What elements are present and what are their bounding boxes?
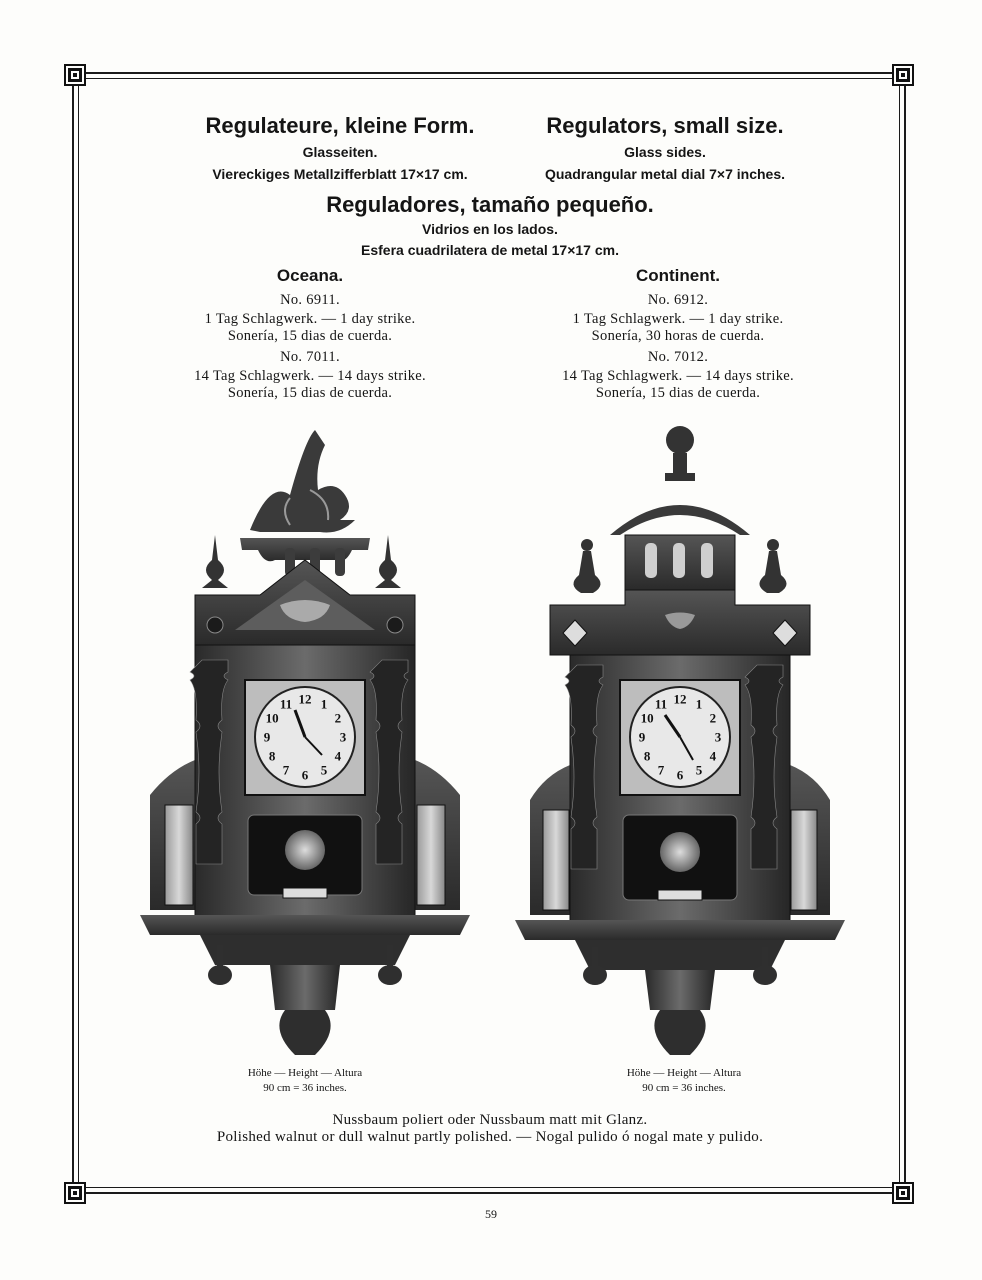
continent-height-value: 90 cm = 36 inches. [642, 1082, 726, 1094]
frame-top-line-inner [68, 78, 908, 79]
frame-corner-ornament [894, 66, 912, 84]
frame-right-line [904, 68, 906, 1198]
dial-numeral: 4 [709, 748, 717, 764]
frame-corner-ornament [66, 66, 84, 84]
english-subtitle-dial: Quadrangular metal dial 7×7 inches. [544, 166, 786, 182]
spanish-subtitle-glass: Vidrios en los lados. [422, 221, 558, 237]
pendulum-bob [660, 832, 700, 872]
material-note-german: Nussbaum poliert oder Nussbaum matt mit Glanz. [332, 1112, 648, 1128]
german-subtitle-dial: Viereckiges Metallzifferblatt 17×17 cm. [212, 166, 468, 182]
material-note-english-spanish: Polished walnut or dull walnut partly polished. — Nogal pulido ó nogal mate y pulido. [216, 1129, 764, 1145]
dial-numeral: 3 [714, 729, 722, 745]
dial-numeral: 9 [638, 729, 646, 745]
frame-corner-ornament [894, 1184, 912, 1202]
oceana-clock-illustration [140, 420, 470, 1070]
model-description: 14 Tag Schlagwerk. — 14 days strike. [194, 368, 426, 384]
dial-numeral: 2 [709, 710, 717, 726]
german-subtitle-glass: Glasseiten. [302, 144, 378, 160]
pendulum-bob [285, 830, 325, 870]
model-description: Sonería, 15 dias de cuerda. [227, 385, 393, 401]
dial-numeral: 8 [643, 748, 651, 764]
urn-finial [665, 426, 695, 481]
model-description: 14 Tag Schlagwerk. — 14 days strike. [562, 368, 794, 384]
dial-numeral: 4 [334, 748, 342, 764]
model-description: 1 Tag Schlagwerk. — 1 day strike. [572, 311, 784, 327]
dial-numeral: 5 [320, 762, 328, 778]
dial-numeral: 10 [265, 710, 279, 726]
frame-bottom-line-inner [68, 1187, 908, 1188]
model-continent-info [518, 266, 838, 402]
page-number: 59 [485, 1207, 497, 1221]
frame-left-line [72, 68, 74, 1198]
oceana-height-label: Höhe — Height — Altura [247, 1067, 363, 1079]
oceana-height-value: 90 cm = 36 inches. [263, 1082, 347, 1094]
dial-numeral: 3 [339, 729, 347, 745]
model-description: Sonería, 15 dias de cuerda. [227, 328, 393, 344]
frame-right-line-inner [899, 68, 900, 1198]
model-number: No. 6911. [280, 292, 340, 308]
dial-numeral: 7 [657, 762, 665, 778]
frame-corner-ornament [66, 1184, 84, 1202]
model-name: Continent. [635, 266, 721, 285]
english-subtitle-glass: Glass sides. [624, 144, 706, 160]
model-description: Sonería, 15 dias de cuerda. [595, 385, 761, 401]
dial-numeral: 5 [695, 762, 703, 778]
dial-numeral: 1 [695, 696, 703, 712]
german-title: Regulateure, kleine Form. [205, 113, 475, 138]
frame-top-line [68, 72, 908, 74]
dial-numeral: 1 [320, 696, 328, 712]
horse-crest-ornament [250, 430, 355, 533]
dial-numeral: 2 [334, 710, 342, 726]
frame-left-line-inner [78, 68, 79, 1198]
dial-numeral: 11 [654, 696, 668, 712]
model-number: No. 7012. [647, 349, 709, 365]
dial-numeral: 12 [673, 691, 687, 707]
spanish-title: Reguladores, tamaño pequeño. [326, 192, 654, 217]
dial-numeral: 10 [640, 710, 654, 726]
dial-numeral: 7 [282, 762, 290, 778]
model-number: No. 6912. [647, 292, 709, 308]
dial-numeral: 6 [676, 767, 684, 783]
frame-bottom-line [68, 1192, 908, 1194]
model-name: Oceana. [276, 266, 344, 285]
model-description: 1 Tag Schlagwerk. — 1 day strike. [204, 311, 416, 327]
spanish-subtitle-dial: Esfera cuadrilatera de metal 17×17 cm. [361, 242, 619, 258]
continent-clock-illustration [515, 415, 845, 1070]
model-oceana-info [150, 266, 470, 402]
english-title: Regulators, small size. [546, 113, 784, 138]
continent-height-label: Höhe — Height — Altura [626, 1067, 742, 1079]
dial-numeral: 9 [263, 729, 271, 745]
model-description: Sonería, 30 horas de cuerda. [591, 328, 765, 344]
dial-numeral: 8 [268, 748, 276, 764]
model-number: No. 7011. [280, 349, 340, 365]
dial-numeral: 6 [301, 767, 309, 783]
dial-numeral: 11 [279, 696, 293, 712]
dial-numeral: 12 [298, 691, 312, 707]
